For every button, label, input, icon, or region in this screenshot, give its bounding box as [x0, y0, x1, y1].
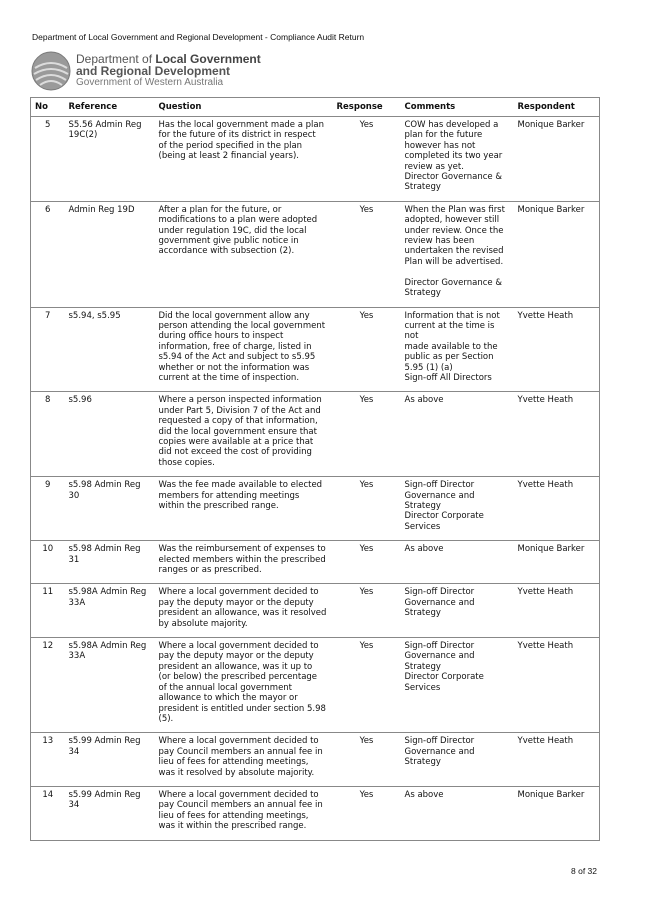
cell-response: Yes: [333, 786, 401, 840]
cell-comments: As above: [401, 786, 514, 840]
cell-respondent: Yvette Heath: [514, 307, 600, 392]
cell-respondent: Yvette Heath: [514, 392, 600, 477]
cell-respondent: Yvette Heath: [514, 733, 600, 787]
logo-line-1: Department of Local Government: [76, 52, 261, 66]
cell-no: 10: [31, 541, 65, 584]
column-header-no: No: [31, 98, 65, 117]
cell-response: Yes: [333, 733, 401, 787]
document-header: Department of Local Government and Regional Development - Compliance Audit Return: [32, 32, 365, 42]
cell-question: Has the local government made a plan for the future of its district in respect of the period specified in the plan (being at least 2 financial years).: [155, 117, 333, 202]
cell-no: 14: [31, 786, 65, 840]
cell-reference: s5.99 Admin Reg 34: [65, 733, 155, 787]
table-row: [31, 201, 600, 307]
cell-no: 13: [31, 733, 65, 787]
table-row: [31, 477, 600, 541]
cell-question: After a plan for the future, or modifications to a plan were adopted under regulation 19C, did the local government give public notice in accordance with subsection (2).: [155, 201, 333, 307]
cell-no: 8: [31, 392, 65, 477]
cell-response: Yes: [333, 307, 401, 392]
table-row: [31, 584, 600, 638]
table-row: [31, 541, 600, 584]
column-header-response: Response: [333, 98, 401, 117]
cell-question: Where a local government decided to pay Council members an annual fee in lieu of fees for attending meetings, was it resolved by absolute majority.: [155, 733, 333, 787]
cell-question: Where a local government decided to pay the deputy mayor or the deputy president an allowance, was it up to (or below) the prescribed percentage of the annual local government allowance to which the mayor or president is entitled under section 5.98 (5).: [155, 638, 333, 733]
cell-response: Yes: [333, 392, 401, 477]
table-row: [31, 638, 600, 733]
cell-question: Was the reimbursement of expenses to elected members within the prescribed ranges or as prescribed.: [155, 541, 333, 584]
cell-reference: s5.98A Admin Reg 33A: [65, 584, 155, 638]
cell-response: Yes: [333, 584, 401, 638]
cell-comments: Sign-off Director Governance and Strategy: [401, 584, 514, 638]
table-row: [31, 786, 600, 840]
cell-comments: COW has developed a plan for the future however has not completed its two year review as yet. Director Governance & Strategy: [401, 117, 514, 202]
cell-reference: s5.98A Admin Reg 33A: [65, 638, 155, 733]
table-row: [31, 392, 600, 477]
cell-reference: Admin Reg 19D: [65, 201, 155, 307]
cell-respondent: Monique Barker: [514, 541, 600, 584]
cell-question: Where a person inspected information under Part 5, Division 7 of the Act and requested a copy of that information, did the local government ensure that copies were available at a price that did not exceed the cost of providing those copies.: [155, 392, 333, 477]
page-number: 8 of 32: [571, 866, 597, 876]
logo-line-3: Government of Western Australia: [76, 77, 224, 88]
cell-comments: Sign-off Director Governance and Strategy: [401, 733, 514, 787]
table-row: [31, 733, 600, 787]
cell-comments: Sign-off Director Governance and Strategy Director Corporate Services: [401, 638, 514, 733]
column-header-comments: Comments: [401, 98, 514, 117]
cell-question: Where a local government decided to pay Council members an annual fee in lieu of fees for attending meetings, was it within the prescribed range.: [155, 786, 333, 840]
crest-icon: [30, 50, 72, 92]
cell-respondent: Yvette Heath: [514, 638, 600, 733]
cell-response: Yes: [333, 477, 401, 541]
cell-no: 5: [31, 117, 65, 202]
cell-question: Where a local government decided to pay the deputy mayor or the deputy president an allowance, was it resolved by absolute majority.: [155, 584, 333, 638]
cell-no: 11: [31, 584, 65, 638]
cell-question: Did the local government allow any person attending the local government during office hours to inspect information, free of charge, listed in s5.94 of the Act and subject to s5.95 whether or not the information was current at the time of inspection.: [155, 307, 333, 392]
column-header-question: Question: [155, 98, 333, 117]
cell-reference: s5.99 Admin Reg 34: [65, 786, 155, 840]
cell-response: Yes: [333, 117, 401, 202]
cell-respondent: Monique Barker: [514, 786, 600, 840]
logo-line-2: and Regional Development: [76, 64, 231, 78]
cell-respondent: Yvette Heath: [514, 584, 600, 638]
cell-respondent: Monique Barker: [514, 201, 600, 307]
cell-reference: s5.98 Admin Reg 31: [65, 541, 155, 584]
cell-no: 9: [31, 477, 65, 541]
cell-reference: s5.94, s5.95: [65, 307, 155, 392]
compliance-table: [30, 97, 600, 841]
cell-reference: s5.98 Admin Reg 30: [65, 477, 155, 541]
cell-question: Was the fee made available to elected members for attending meetings within the prescribed range.: [155, 477, 333, 541]
cell-no: 12: [31, 638, 65, 733]
cell-no: 6: [31, 201, 65, 307]
table-row: [31, 117, 600, 202]
cell-reference: s5.96: [65, 392, 155, 477]
cell-comments: Sign-off Director Governance and Strategy Director Corporate Services: [401, 477, 514, 541]
cell-comments: When the Plan was first adopted, however still under review. Once the review has been undertaken the revised Plan will be advertised. Director Governance & Strategy: [401, 201, 514, 307]
cell-respondent: Yvette Heath: [514, 477, 600, 541]
column-header-reference: Reference: [65, 98, 155, 117]
table-header-row: [31, 98, 600, 117]
cell-no: 7: [31, 307, 65, 392]
cell-comments: Information that is not current at the time is not made available to the public as per Section 5.95 (1) (a) Sign-off All Directors: [401, 307, 514, 392]
cell-response: Yes: [333, 638, 401, 733]
cell-comments: As above: [401, 541, 514, 584]
cell-response: Yes: [333, 201, 401, 307]
table-row: [31, 307, 600, 392]
cell-comments: As above: [401, 392, 514, 477]
cell-response: Yes: [333, 541, 401, 584]
cell-reference: S5.56 Admin Reg 19C(2): [65, 117, 155, 202]
cell-respondent: Monique Barker: [514, 117, 600, 202]
column-header-respondent: Respondent: [514, 98, 600, 117]
